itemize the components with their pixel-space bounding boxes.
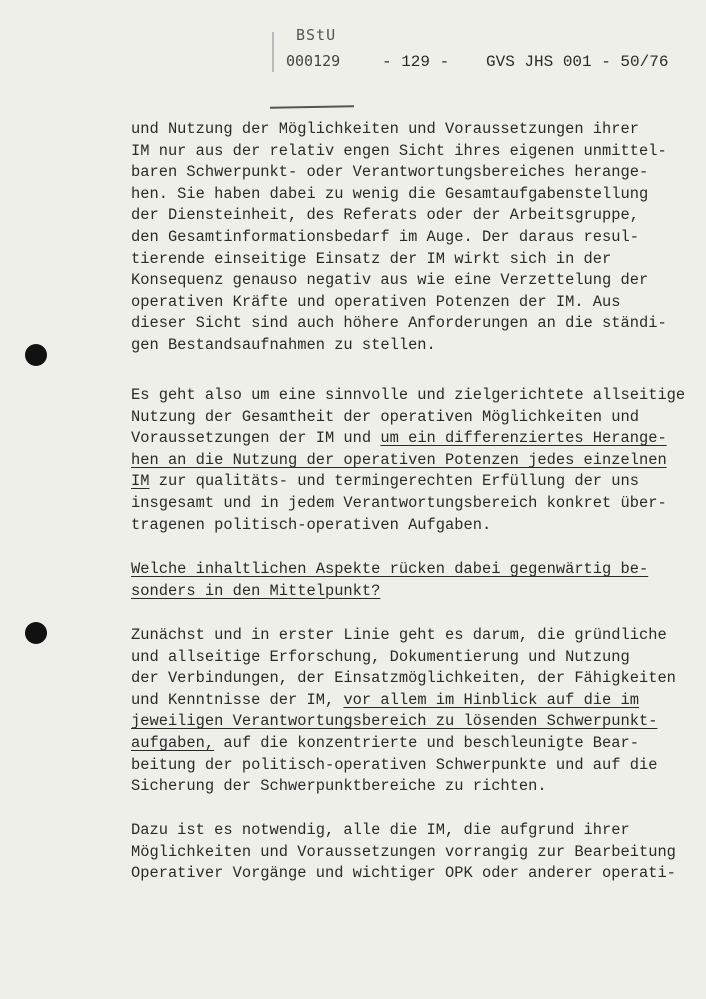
text-line <box>131 647 630 666</box>
text-segment: gen Bestandsaufnahmen zu stellen. <box>131 336 436 354</box>
text-line <box>131 581 381 600</box>
text-line <box>131 407 639 426</box>
text-line <box>131 292 621 311</box>
text-line <box>131 714 657 729</box>
text-line <box>131 249 612 268</box>
text-segment: baren Schwerpunkt- oder Verantwortungsbereiches herange- <box>131 163 649 182</box>
document-reference: GVS JHS 001 - 50/76 <box>486 53 669 71</box>
text-line <box>131 184 649 203</box>
text-segment: der Diensteinheit, des Referats oder der Arbeitsgruppe, <box>131 206 639 225</box>
text-line <box>131 450 667 469</box>
stamp-underline <box>270 105 354 108</box>
text-line <box>131 671 676 686</box>
underlined-text: sonders in den Mittelpunkt? <box>131 581 381 600</box>
underlined-text: Welche inhaltlichen Aspekte rücken dabei gegenwärtig be- <box>131 560 649 578</box>
text-line <box>131 515 492 534</box>
underlined-text: IM <box>131 472 150 491</box>
text-segment: insgesamt und in jedem Verantwortungsbereich konkret über- <box>131 494 667 512</box>
text-line <box>131 338 436 353</box>
text-segment: der Verbindungen, der Einsatzmöglichkeiten, der Fähigkeiten <box>131 669 676 688</box>
text-segment: auf die konzentrierte und beschleunigte Bear- <box>214 734 639 752</box>
text-segment: tragenen politisch-operativen Aufgaben. <box>131 515 492 534</box>
text-segment: zur qualitäts- und termingerechten Erfüllung der uns <box>149 472 639 491</box>
text-segment: Es geht also um eine sinnvolle und zielgerichtete allseitige <box>131 386 686 404</box>
text-segment: Nutzung der Gesamtheit der operativen Möglichkeiten und <box>131 407 639 426</box>
text-line <box>131 562 648 577</box>
text-line <box>131 474 639 489</box>
text-segment: IM nur aus der relativ engen Sicht ihres eigenen unmittel- <box>131 141 667 160</box>
stamp-org: BStU <box>296 26 337 44</box>
punch-hole <box>25 344 47 366</box>
text-line <box>131 316 667 331</box>
text-line <box>131 842 676 861</box>
text-segment: und allseitige Erforschung, Dokumentierung und Nutzung <box>131 647 630 666</box>
text-segment: Zunächst und in erster Linie geht es darum, die gründliche <box>131 626 667 644</box>
text-line <box>131 736 639 751</box>
text-segment: tierende einseitige Einsatz der IM wirkt sich in der <box>131 249 612 268</box>
text-segment: beitung der politisch-operativen Schwerpunkte und auf die <box>131 755 658 774</box>
text-line <box>131 779 547 794</box>
text-line <box>131 273 648 288</box>
text-line <box>131 628 667 643</box>
text-segment: Sicherung der Schwerpunktbereiche zu richten. <box>131 777 547 796</box>
text-line <box>131 230 639 245</box>
text-segment: Operativer Vorgänge und wichtiger OPK oder anderer operati- <box>131 864 676 883</box>
underlined-text: um ein differenziertes Herange- <box>380 429 667 448</box>
text-line <box>131 431 667 446</box>
text-segment: Dazu ist es notwendig, alle die IM, die aufgrund ihrer <box>131 821 630 839</box>
text-segment: operativen Kräfte und operativen Potenzen der IM. Aus <box>131 292 621 311</box>
text-line <box>131 388 685 403</box>
text-segment: hen. Sie haben dabei zu wenig die Gesamtaufgabenstellung <box>131 184 649 203</box>
text-line <box>131 122 639 137</box>
underlined-text: vor allem im Hinblick auf die im <box>343 690 639 709</box>
text-line <box>131 755 658 774</box>
underlined-text: jeweiligen Verantwortungsbereich zu lösenden Schwerpunkt- <box>131 712 658 731</box>
text-segment: Voraussetzungen der IM und <box>131 429 381 448</box>
stamp-number: 000129 <box>286 52 341 70</box>
text-segment: und Nutzung der Möglichkeiten und Voraussetzungen ihrer <box>131 120 639 138</box>
page-number: - 129 - <box>382 53 450 71</box>
text-segment: den Gesamtinformationsbedarf im Auge. Der daraus resul- <box>131 228 639 246</box>
text-segment: dieser Sicht sind auch höhere Anforderungen an die ständi- <box>131 314 667 333</box>
underlined-text: aufgaben, <box>131 734 215 752</box>
text-segment: und Kenntnisse der IM, <box>131 690 344 709</box>
text-line <box>131 823 630 838</box>
text-line <box>131 690 639 709</box>
text-line <box>131 496 667 511</box>
text-line <box>131 208 639 223</box>
text-line <box>131 165 648 180</box>
text-line <box>131 866 676 881</box>
text-segment: Möglichkeiten und Voraussetzungen vorrangig zur Bearbeitung <box>131 842 676 861</box>
text-segment: Konsequenz genauso negativ aus wie eine Verzettelung der <box>131 271 649 290</box>
underlined-text: hen an die Nutzung der operativen Potenzen jedes einzelnen <box>131 450 667 469</box>
text-line <box>131 141 667 160</box>
punch-hole <box>25 622 47 644</box>
